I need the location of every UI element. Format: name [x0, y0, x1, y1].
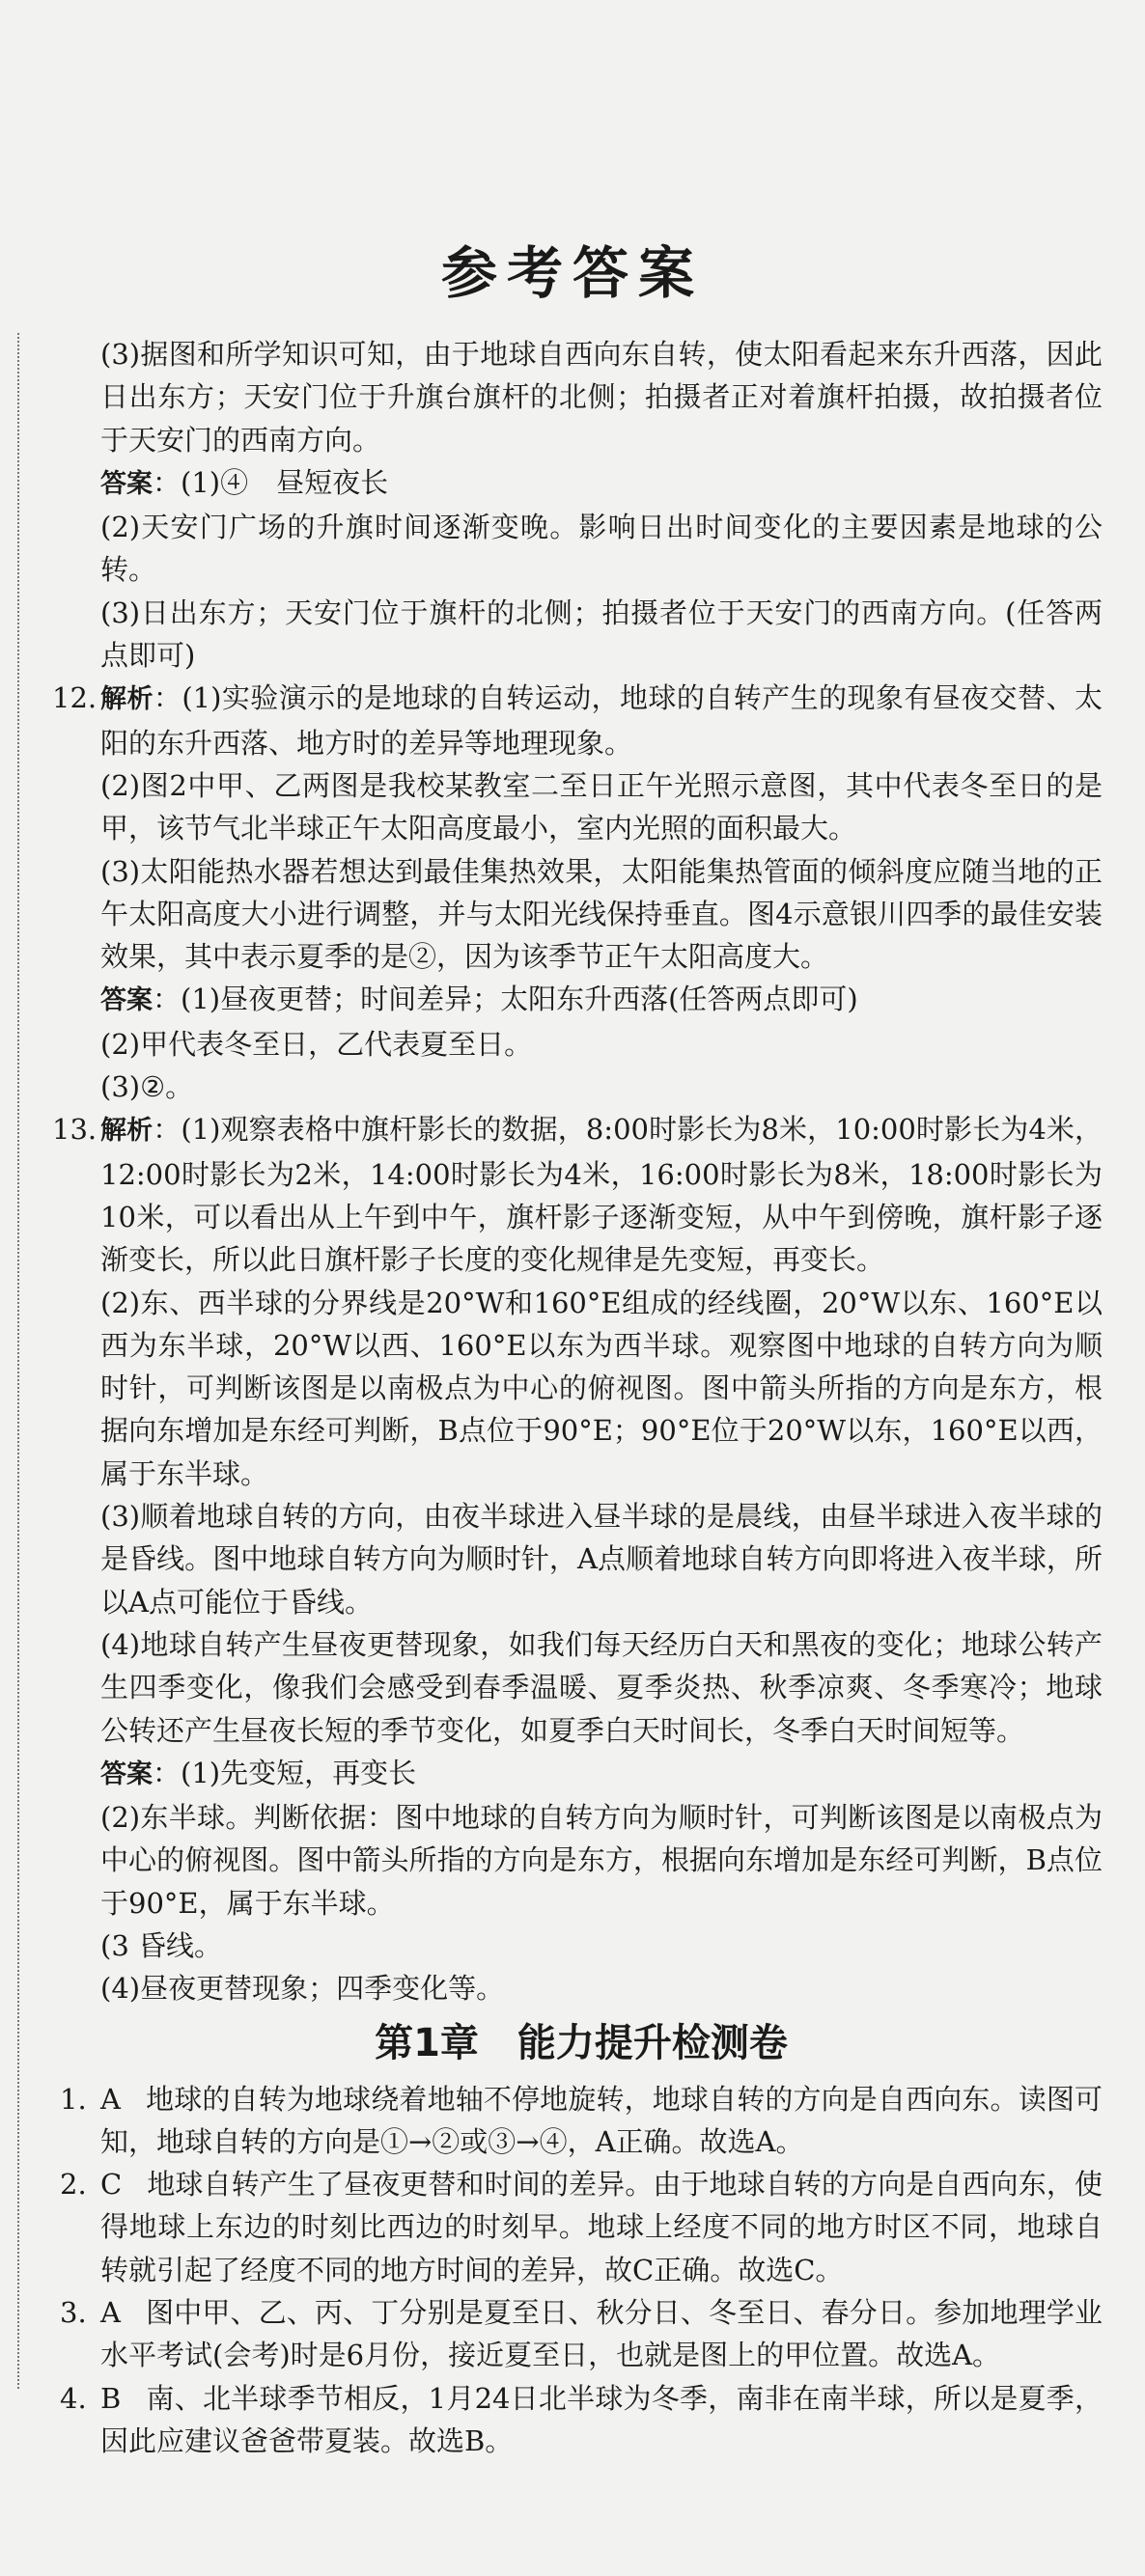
q13-analysis-1: [100, 1108, 1103, 1281]
question-12: [52, 677, 1103, 1108]
answer-label: 答案: [100, 1759, 153, 1789]
q12-answer-2: (2)甲代表冬至日，乙代表夏至日。: [100, 1027, 533, 1061]
answer-label: 答案: [100, 985, 153, 1016]
answer-text: ：(1)昼夜更替；时间差异；太阳东升西落(任答两点即可): [153, 983, 858, 1016]
q13-answer-2: (2)东半球。判断依据：图中地球的自转方向为顺时针，可判断该图是以南极点为中心的俯视图。图中箭头所指的方向是东方，根据向东增加是东经可判断，B点位于90°E，属于东半球。: [100, 1801, 1103, 1920]
q11-analysis-3: (3)据图和所学知识可知，由于地球自西向东自转，使太阳看起来东升西落，因此日出东方；天安门位于升旗台旗杆的北侧；拍摄者正对着旗杆拍摄，故拍摄者位于天安门的西南方向。: [100, 338, 1103, 457]
mc-answer-text: [100, 2377, 1103, 2463]
question-number: 4.: [60, 2381, 87, 2415]
q12-analysis-1: [100, 677, 1103, 764]
question-number: 1.: [60, 2082, 87, 2116]
mc-answer-text: [100, 2078, 1103, 2164]
answer-text: ：(1)先变短，再变长: [153, 1756, 417, 1789]
explanation: 地球自转产生了昼夜更替和时间的差异。由于地球自转的方向是自西向东，使得地球上东边的时刻比西边的时刻早。地球上经度不同的地方时区不同，地球自转就引起了经度不同的地方时间的差异，故C正确。故选C。: [100, 2168, 1103, 2286]
page-title: 参考答案: [440, 240, 704, 306]
q12-answer-1: [100, 978, 1103, 1022]
mc-answer-2: [60, 2163, 1103, 2291]
mc-answer-text: [100, 2291, 1103, 2377]
explanation: 南、北半球季节相反，1月24日北半球为冬季，南非在南半球，所以是夏季，因此应建议爸爸带夏装。故选B。: [100, 2381, 1103, 2457]
question-number: 3.: [60, 2296, 87, 2330]
q11-answer-3: (3)日出东方；天安门位于旗杆的北侧；拍摄者位于天安门的西南方向。(任答两点即可): [100, 596, 1103, 673]
q12-answer-3: (3)②。: [100, 1070, 194, 1104]
question-number: 2.: [60, 2168, 87, 2202]
explanation: 图中甲、乙、丙、丁分别是夏至日、秋分日、冬至日、春分日。参加地理学业水平考试(会考)时是6月份，接近夏至日，也就是图上的甲位置。故选A。: [100, 2296, 1103, 2372]
mc-answer-4: [60, 2377, 1103, 2463]
mc-answer-text: [100, 2163, 1103, 2291]
analysis-label: 解析: [100, 1116, 154, 1147]
question-13: [52, 1108, 1103, 2009]
margin-dotted-rule: [17, 333, 19, 2389]
q13-analysis-3: (3)顺着地球自转的方向，由夜半球进入昼半球的是晨线，由昼半球进入夜半球的是昏线。图中地球自转方向为顺时针，A点顺着地球自转方向即将进入夜半球，所以A点可能位于昏线。: [100, 1500, 1103, 1619]
analysis-text: ：(1)实验演示的是地球的自转运动，地球的自转产生的现象有昼夜交替、太阳的东升西落、地方时的差异等地理现象。: [100, 681, 1103, 760]
question-number: 13.: [52, 1113, 98, 1147]
question-number: 12.: [52, 681, 98, 715]
answer-option: B: [100, 2381, 122, 2415]
q13-answer-1: [100, 1752, 1103, 1796]
answer-label: 答案: [100, 468, 153, 499]
chapter-heading: 第1章 能力提升检测卷: [375, 2020, 788, 2065]
q11-answer-2: (2)天安门广场的升旗时间逐渐变晚。影响日出时间变化的主要因素是地球的公转。: [100, 511, 1103, 587]
answer-option: A: [100, 2296, 121, 2330]
mc-answer-3: [60, 2291, 1103, 2377]
q13-answer-4: (4)昼夜更替现象；四季变化等。: [100, 1972, 505, 2006]
q12-analysis-2: (2)图2中甲、乙两图是我校某教室二至日正午光照示意图，其中代表冬至日的是甲，该节气北半球正午太阳高度最小，室内光照的面积最大。: [100, 768, 1103, 845]
analysis-label: 解析: [100, 684, 154, 715]
q12-analysis-3: (3)太阳能热水器若想达到最佳集热效果，太阳能集热管面的倾斜度应随当地的正午太阳高度大小进行调整，并与太阳光线保持垂直。图4示意银川四季的最佳安装效果，其中表示夏季的是②，因为该季节正午太阳高度大。: [100, 854, 1103, 974]
q11-continuation: [60, 333, 1103, 677]
answer-option: C: [100, 2168, 123, 2202]
answer-text: ：(1)④ 昼短夜长: [153, 465, 389, 499]
q11-answer-1: [100, 461, 1103, 506]
answer-option: A: [100, 2082, 121, 2116]
answer-content: [52, 333, 1103, 2462]
q13-answer-3: (3 昏线。: [100, 1928, 222, 1962]
q13-analysis-2: (2)东、西半球的分界线是20°W和160°E组成的经线圈，20°W以东、160°E以西为东半球，20°W以西、160°E以东为西半球。观察图中地球的自转方向为顺时针，可判断该图是以南极点为中心的俯视图。图中箭头所指的方向是东方，根据向东增加是东经可判断，B点位于90°E；90°E位于20°W以东，160°E以西，属于东半球。: [100, 1286, 1103, 1490]
q13-analysis-4: (4)地球自转产生昼夜更替现象，如我们每天经历白天和黑夜的变化；地球公转产生四季变化，像我们会感受到春季温暖、夏季炎热、秋季凉爽、冬季寒冷；地球公转还产生昼夜长短的季节变化，如夏季白天时间长，冬季白天时间短等。: [100, 1627, 1103, 1747]
mc-answer-1: [60, 2078, 1103, 2164]
analysis-text: ：(1)观察表格中旗杆影长的数据，8:00时影长为8米，10:00时影长为4米，12:00时影长为2米，14:00时影长为4米，16:00时影长为8米，18:00时影长为10米，可以看出从上午到中午，旗杆影子逐渐变短，从中午到傍晚，旗杆影子逐渐变长，所以此日旗杆影子长度的变化规律是先变短，再变长。: [100, 1113, 1103, 1277]
explanation: 地球的自转为地球绕着地轴不停地旋转，地球自转的方向是自西向东。读图可知，地球自转的方向是①→②或③→④，A正确。故选A。: [100, 2082, 1103, 2158]
